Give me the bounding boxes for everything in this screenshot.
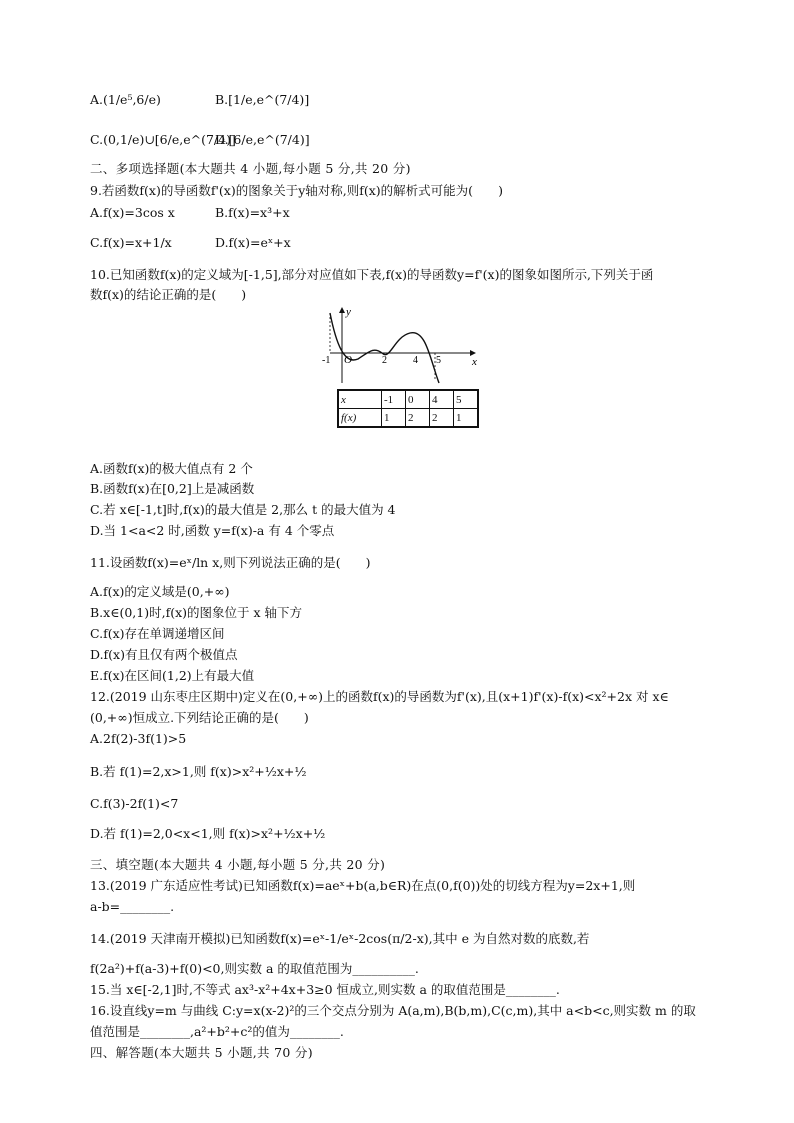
- section-4-heading: 四、解答题(本大题共 5 小题,共 70 分): [90, 1045, 313, 1060]
- tick-label-2: 2: [382, 355, 387, 366]
- q8-option-a: A.(1/e⁵,6/e): [90, 92, 161, 107]
- origin-label: O: [344, 354, 352, 366]
- q10-option-d: D.当 1<a<2 时,函数 y=f(x)-a 有 4 个零点: [90, 523, 335, 538]
- q13-line2: a-b=________.: [90, 899, 175, 914]
- q15-line: 15.当 x∈[-2,1]时,不等式 ax³-x²+4x+3≥0 恒成立,则实数 a 的取值范围是________.: [90, 982, 560, 997]
- tick-label-neg1: -1: [322, 355, 331, 366]
- value-table: [337, 389, 479, 428]
- q11-option-d: D.f(x)有且仅有两个极值点: [90, 647, 238, 662]
- q16-line1: 16.设直线y=m 与曲线 C:y=x(x-2)²的三个交点分别为 A(a,m),B(b,m),C(c,m),其中 a<b<c,则实数 m 的取: [90, 1003, 696, 1018]
- q12-stem-line1: 12.(2019 山东枣庄区期中)定义在(0,+∞)上的函数f(x)的导函数为f'(x),且(x+1)f'(x)-f(x)<x²+2x 对 x∈: [90, 689, 669, 704]
- y-axis-label: y: [346, 307, 351, 318]
- q13-line1: 13.(2019 广东适应性考试)已知函数f(x)=aeˣ+b(a,b∈R)在点(0,f(0))处的切线方程为y=2x+1,则: [90, 878, 636, 893]
- derivative-curve: [330, 313, 439, 383]
- q12-option-a: A.2f(2)-3f(1)>5: [90, 731, 187, 746]
- table-cell: 2: [406, 409, 430, 428]
- y-axis-arrow: [339, 307, 345, 313]
- section-2-heading: 二、多项选择题(本大题共 4 小题,每小题 5 分,共 20 分): [90, 161, 411, 176]
- table-cell: 1: [454, 409, 479, 428]
- q11-option-a: A.f(x)的定义域是(0,+∞): [90, 584, 230, 599]
- table-cell: -1: [382, 390, 406, 409]
- table-cell: 0: [406, 390, 430, 409]
- q9-option-b: B.f(x)=x³+x: [215, 205, 290, 220]
- table-row: [338, 409, 478, 428]
- q12-option-d: D.若 f(1)=2,0<x<1,则 f(x)>x²+½x+½: [90, 826, 326, 841]
- q9-option-d: D.f(x)=eˣ+x: [215, 235, 291, 250]
- q10-stem-line2: 数f(x)的结论正确的是( ): [90, 287, 247, 302]
- derivative-graph: [322, 307, 482, 387]
- table-cell: f(x): [338, 409, 382, 428]
- q11-stem: 11.设函数f(x)=eˣ/ln x,则下列说法正确的是( ): [90, 555, 371, 570]
- q10-option-a: A.函数f(x)的极大值点有 2 个: [90, 461, 253, 476]
- tick-label-4: 4: [413, 355, 418, 366]
- table-row: [338, 390, 478, 409]
- q8-option-d: D.[6/e,e^(7/4)]: [215, 132, 310, 147]
- tick-label-5: 5: [436, 355, 441, 366]
- q9-stem: 9.若函数f(x)的导函数f'(x)的图象关于y轴对称,则f(x)的解析式可能为( ): [90, 183, 503, 198]
- q12-option-b: B.若 f(1)=2,x>1,则 f(x)>x²+½x+½: [90, 764, 307, 779]
- q11-option-e: E.f(x)在区间(1,2)上有最大值: [90, 668, 255, 683]
- q16-line2: 值范围是________,a²+b²+c²的值为________.: [90, 1024, 344, 1039]
- q12-option-c: C.f(3)-2f(1)<7: [90, 796, 179, 811]
- q12-stem-line2: (0,+∞)恒成立.下列结论正确的是( ): [90, 710, 309, 725]
- q9-option-c: C.f(x)=x+1/x: [90, 235, 172, 250]
- q14-line1: 14.(2019 天津南开模拟)已知函数f(x)=eˣ-1/eˣ-2cos(π/2-x),其中 e 为自然对数的底数,若: [90, 931, 590, 946]
- table-cell: 5: [454, 390, 479, 409]
- q10-option-b: B.函数f(x)在[0,2]上是减函数: [90, 481, 255, 496]
- q10-stem-line1: 10.已知函数f(x)的定义域为[-1,5],部分对应值如下表,f(x)的导函数y=f'(x)的图象如图所示,下列关于函: [90, 267, 654, 282]
- q11-option-c: C.f(x)存在单调递增区间: [90, 626, 225, 641]
- table-cell: 4: [430, 390, 454, 409]
- table-cell: 2: [430, 409, 454, 428]
- q8-option-b: B.[1/e,e^(7/4)]: [215, 92, 310, 107]
- q14-line2: f(2a²)+f(a-3)+f(0)<0,则实数 a 的取值范围为__________.: [90, 961, 419, 976]
- section-3-heading: 三、填空题(本大题共 4 小题,每小题 5 分,共 20 分): [90, 857, 386, 872]
- q8-option-c: C.(0,1/e)∪[6/e,e^(7/4)]: [90, 132, 236, 147]
- q9-option-a: A.f(x)=3cos x: [90, 205, 175, 220]
- q11-option-b: B.x∈(0,1)时,f(x)的图象位于 x 轴下方: [90, 605, 302, 620]
- x-axis-label: x: [472, 356, 477, 368]
- q10-option-c: C.若 x∈[-1,t]时,f(x)的最大值是 2,那么 t 的最大值为 4: [90, 502, 396, 517]
- table-cell: x: [338, 390, 382, 409]
- table-cell: 1: [382, 409, 406, 428]
